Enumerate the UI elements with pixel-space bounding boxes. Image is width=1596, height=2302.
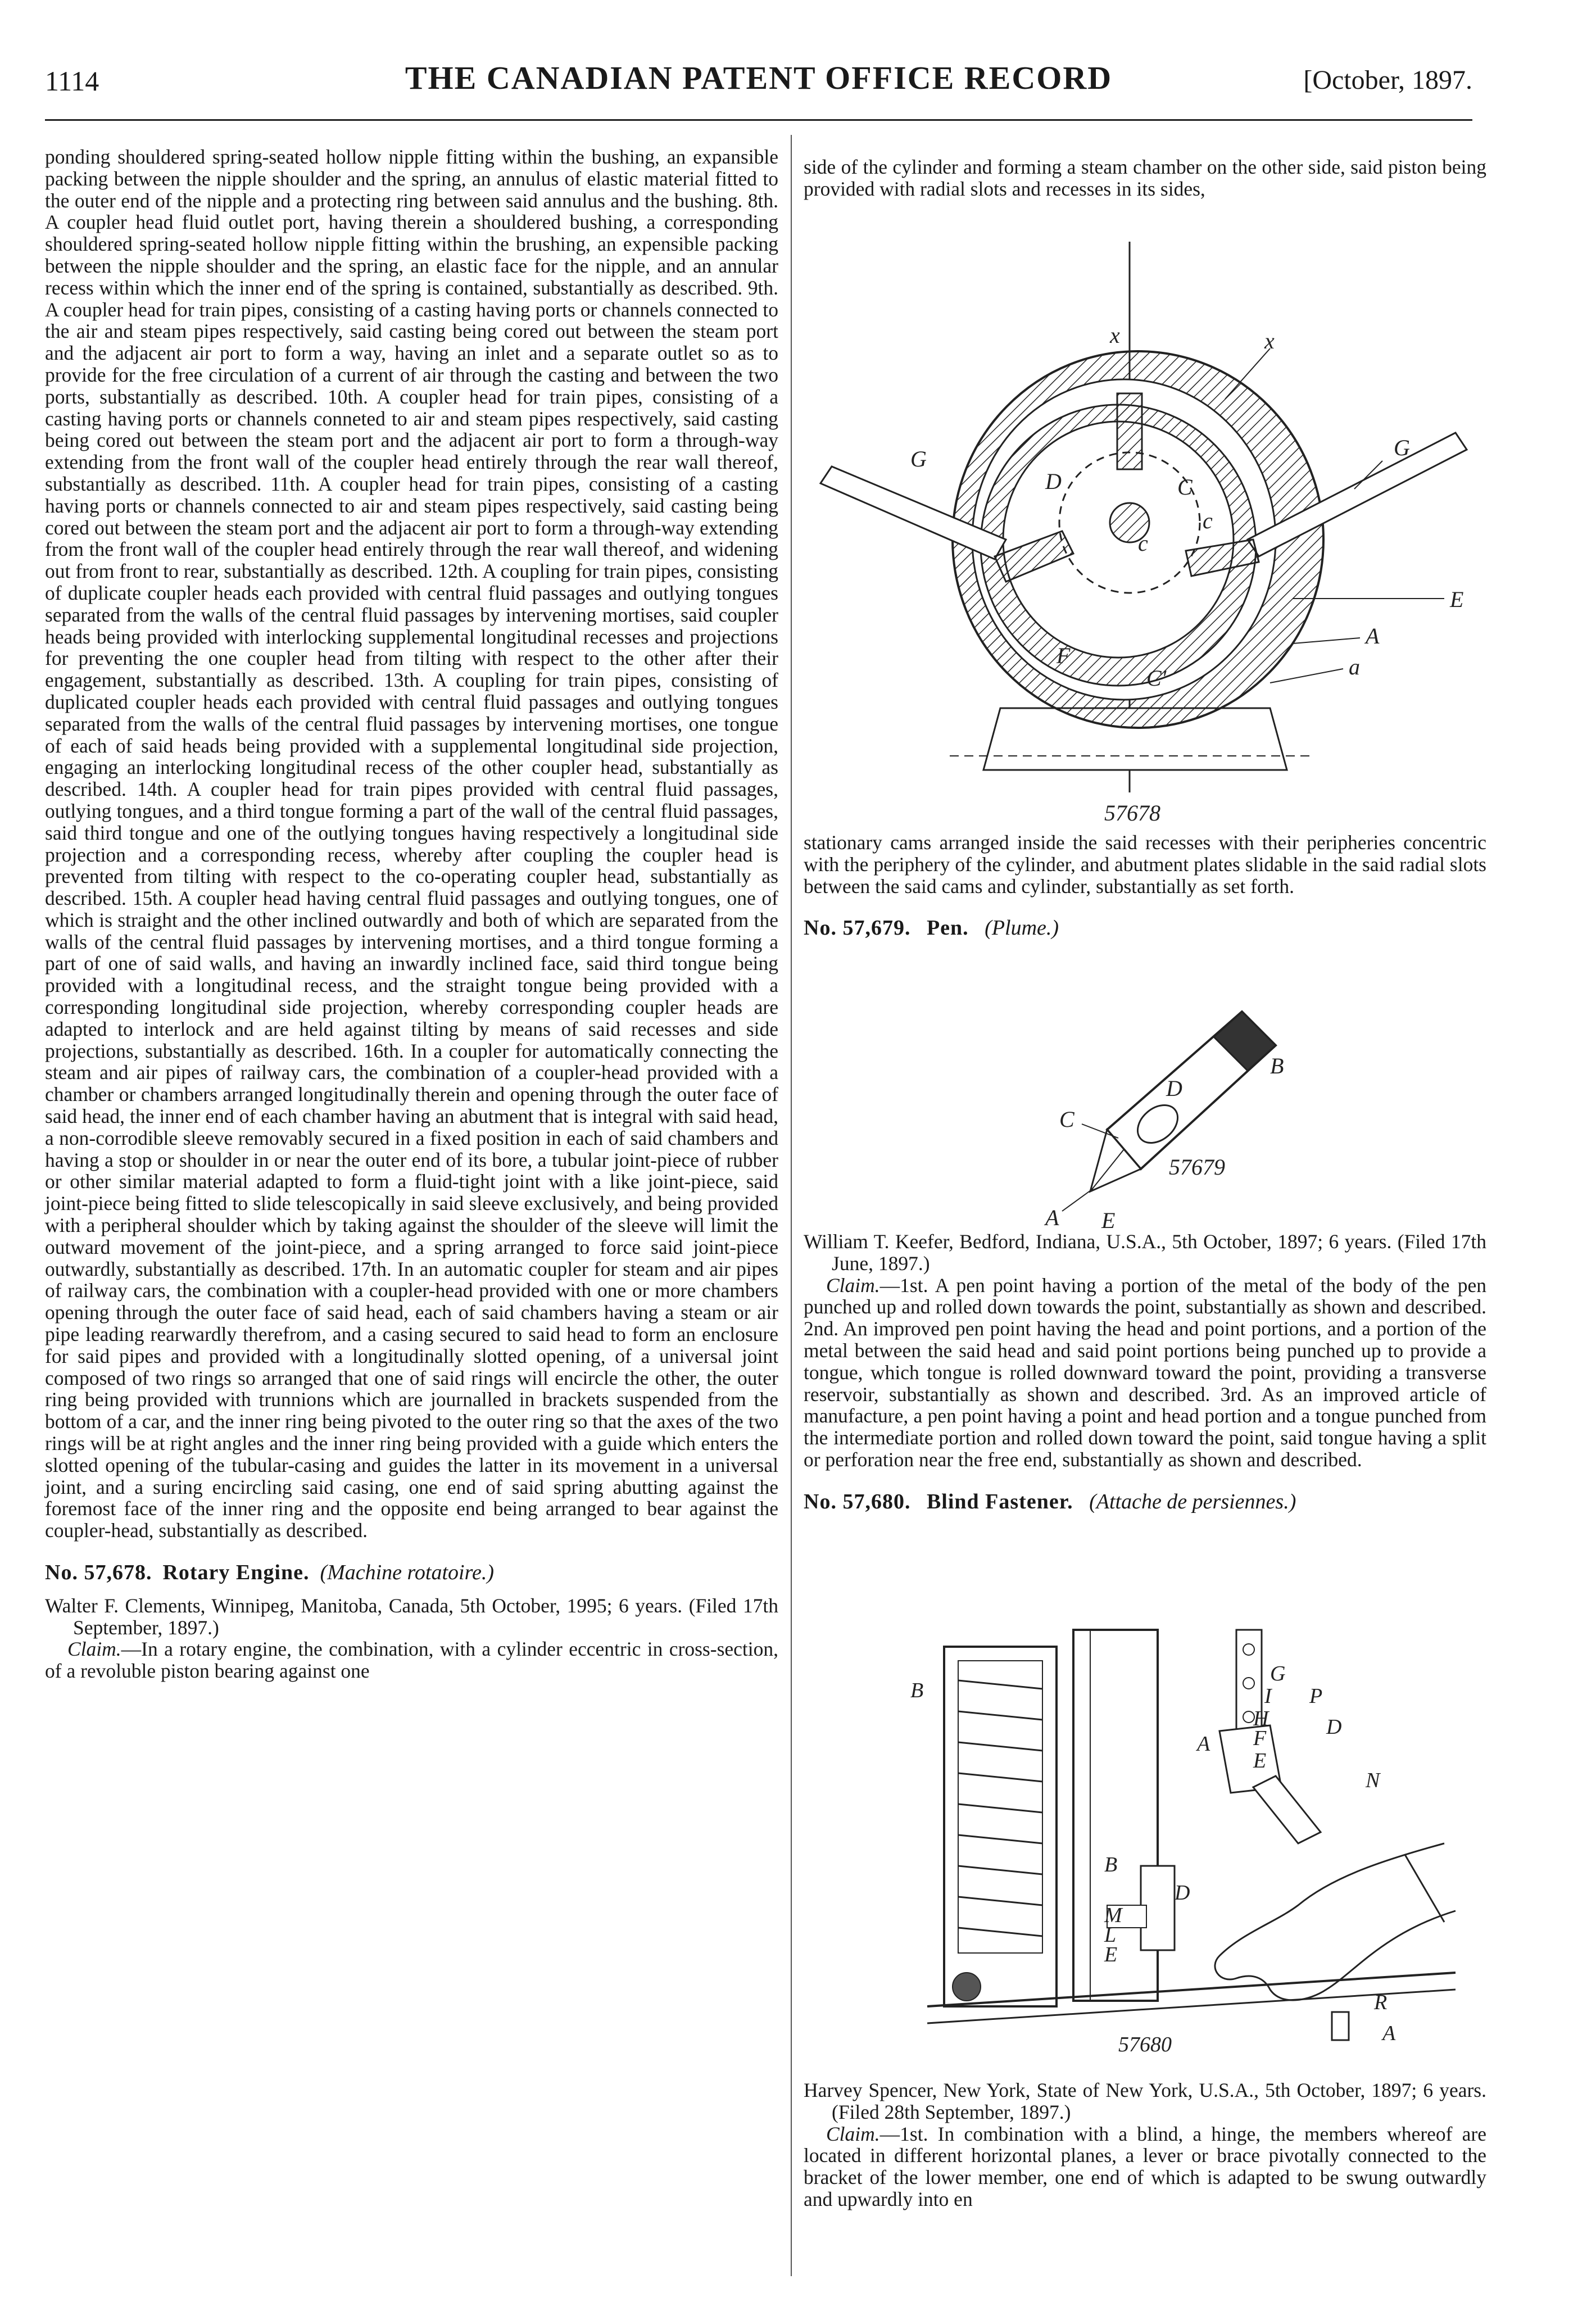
header-rule bbox=[45, 119, 1472, 121]
patent-name: Rotary Engine. bbox=[162, 1561, 310, 1584]
figure-number: 57680 bbox=[1118, 2033, 1172, 2056]
figure-label: x bbox=[1264, 328, 1275, 354]
patent-heading-57679 bbox=[804, 917, 1486, 939]
claims-continuation: ponding shouldered spring-seated hollow nipple fitting within the bushing, an expansible packing between the nipple shoulder and the spring, an annulus of elastic material fitted to the outer end of the nipple and a protecting ring between said annulus and the bushing. 8th. A coupler head fluid outlet port, having therein a shouldered bushing, a corresponding shouldered spring-seated hollow nipple fitting within the brushing, an expensible packing between the nipple shoulder and the spring, an elastic face for the nipple, and an annular recess within which the inner end of the spring is contained, substantially as described. 9th. A coupler head for train pipes, consisting of a casting having ports or channels connected to the air and steam pipes respectively, said casting being cored out between the steam port and the adjacent air port to form a way, having an inlet and a separate outlet so as to provide for the free circulation of a current of air through the casting and between the two ports, substantially as described. 10th. A coupler head for train pipes, consisting of a casting having ports or channels conneted to air and steam pipes respectively, said casting being cored out between the steam port and the adjacent air port to form a through-way extending from the front wall of the coupler head entirely through the rear wall thereof, substantially as described. 11th. A coupler head for train pipes, consisting of a casting having ports or channels connected to air and steam pipes respectively, said casting being cored out between the steam port and the adjacent air port to form a through-way extending from the front wall of the coupler head entirely through the rear wall thereof, and widening out from front to rear, substantially as described. 12th. A coupling for train pipes, consisting of duplicate coupler heads each provided with central fluid passages and outlying tongues separated from the walls of the central fluid passages by intervening mortises, said coupler heads being provided with interlocking supplemental longitudinal recesses and projections for preventing the one coupler head from tilting with respect to the other after their engagement, substantially as described. 13th. A coupling for train pipes, consisting of duplicated coupler heads each provided with central fluid passages and outlying tongues separated from the walls of the central fluid passages by intervening mortises, one tongue of each of said heads being provided with a supplemental longitudinal side projection, engaging an interlocking longitudinal recess of the other coupler head, substantially as described. 14th. A coupler head for train pipes provided with central fluid passages, outlying tongues, and a third tongue forming a part of the wall of the central fluid passages, said third tongue and one of the outlying tongues having respectively a longitudinal side projection and a corresponding recess, whereby after coupling the coupler head is prevented from tilting with respect to the co-operating coupler head, substantially as described. 15th. A coupler head having central fluid passages and outlying tongues, one of which is straight and the other inclined outwardly and both of which are separated from the walls of the central fluid passages by intervening mortises, and a third tongue forming a part of one of said walls, and having an inwardly inclined face, said third tongue being provided with a longitudinal recess, and the straight tongue being provided with a corresponding longitudinal side projection, whereby corresponding coupler heads are adapted to interlock and are held against tilting by means of said recesses and side projections, substantially as described. 16th. In a coupler for automatically connecting the steam and air pipes of railway cars, the combination of a coupler-head provided with a chamber or chambers arranged longitudinally therein and opening through the outer face of said head, the inner end of each chamber having an abutment that is integral with said head, a non-corrodible sleeve removably secured in a fixed position in each of said chambers and having a stop or shoulder in or near the outer end of its bore, a tubular joint-piece of rubber or other similar material adapted to form a fluid-tight joint with a like joint-piece, said joint-piece being fitted to slide telescopically in said sleeve exclusively, and being provided with a peripheral shoulder which by taking against the shoulder of the sleeve will limit the outward movement of the joint-piece, and a spring arranged to force said joint-piece outwardly, substantially as described. 17th. In an automatic coupler for steam and air pipes of railway cars, the combination with a coupler-head provided with one or more chambers opening through the outer face of said head, each of said chambers having a steam or air pipe leading rearwardly therefrom, and a casing secured to said head to form an enclosure for said pipes and provided with a longitudinally slotted opening, of a universal joint composed of two rings so arranged that one of said rings will encircle the other, the outer ring being provided with trunnions which are journalled in brackets suspended from the bottom of a car, and the inner ring being pivoted to the outer ring so that the axes of the two rings will be at right angles and the inner ring being provided with a guide which enters the slotted opening of the tubular-casing and guides the latter in its movement in a universal joint, and a suring encircling said casing, one end of said spring abutting against the foremost face of the inner ring and the opposite end being arranged to bear against the coupler-head, substantially as described. bbox=[45, 146, 778, 1542]
patent-heading-57678 bbox=[45, 1562, 778, 1584]
figure-label: N bbox=[1366, 1769, 1380, 1792]
figure-label: M bbox=[1104, 1904, 1122, 1927]
figure-label: P bbox=[1309, 1684, 1323, 1708]
patent-claim bbox=[45, 1638, 778, 1682]
figure-label: B bbox=[1104, 1853, 1118, 1877]
page-title: THE CANADIAN PATENT OFFICE RECORD bbox=[405, 60, 1113, 96]
figure-label: H bbox=[1253, 1707, 1269, 1730]
patent-number: No. 57,679. bbox=[804, 916, 911, 940]
patent-name: Blind Fastener. bbox=[926, 1489, 1073, 1513]
patent-french-name: (Attache de persiennes.) bbox=[1089, 1489, 1296, 1513]
right-column-entry-57679 bbox=[804, 1231, 1486, 1513]
figure-label: E bbox=[1450, 587, 1464, 612]
figure-label: D bbox=[1326, 1715, 1342, 1739]
claim-text: —1st. A pen point having a portion of the metal of the body of the pen punched up and rolled down towards the point, substantially as shown and described. 2nd. An improved pen point having the head and point portions, and a portion of the metal between the said head and said point portions being punched up to provide a tongue, which tongue is rolled downward toward the point, providing a transverse reservoir, substantially as shown and described. 3rd. As an improved article of manufacture, a pen point having a point and head portion and a tongue punched from the intermediate portion and rolled down toward the point, said tongue having a split or perforation near the free end, substantially as shown and described. bbox=[804, 1274, 1486, 1471]
figure-label: G bbox=[1270, 1662, 1286, 1685]
page-header bbox=[45, 53, 1472, 115]
patent-heading-57680 bbox=[804, 1491, 1486, 1513]
patent-claim bbox=[804, 2123, 1486, 2210]
figure-label: D bbox=[1045, 469, 1062, 494]
left-column bbox=[45, 146, 778, 1682]
figure-label: E bbox=[1253, 1749, 1267, 1773]
figure-label: C bbox=[1177, 474, 1193, 500]
rotary-engine-figure bbox=[809, 225, 1484, 832]
figure-label: I bbox=[1264, 1684, 1272, 1708]
patent-claim bbox=[804, 1275, 1486, 1471]
patent-french-name: (Machine rotatoire.) bbox=[320, 1561, 495, 1584]
patent-inventor: William T. Keefer, Bedford, Indiana, U.S.A., 5th October, 1897; 6 years. (Filed 17th June, 1897.) bbox=[804, 1230, 1486, 1275]
claim-label: Claim. bbox=[826, 2122, 880, 2145]
figure-label: E bbox=[1101, 1208, 1116, 1233]
issue-date: [October, 1897. bbox=[1303, 65, 1472, 95]
right-column-middle bbox=[804, 832, 1486, 939]
figure-label: G bbox=[1394, 435, 1410, 460]
figure-label: A bbox=[1197, 1732, 1210, 1756]
figure-label: E bbox=[1104, 1943, 1118, 1966]
figure-label: a bbox=[1349, 654, 1360, 679]
patent-name: Pen. bbox=[926, 916, 969, 940]
figure-label: A bbox=[1045, 1205, 1059, 1230]
figure-label: x bbox=[1110, 323, 1120, 348]
claim-continuation-after-figure: stationary cams arranged inside the said recesses with their peripheries concentric with the periphery of the cylinder, and abutment plates slidable in the said radial slots between the said cams and cylinder, substantially as set forth. bbox=[804, 831, 1486, 898]
figure-label: B bbox=[910, 1679, 924, 1702]
figure-number: 57678 bbox=[1104, 800, 1160, 826]
figure-label: A bbox=[1382, 2022, 1396, 2045]
figure-label: A bbox=[1366, 623, 1380, 649]
figure-label: F bbox=[1057, 643, 1071, 668]
blind-fastener-figure bbox=[905, 1619, 1467, 2063]
figure-label: c bbox=[1138, 531, 1148, 556]
page-number: 1114 bbox=[45, 65, 99, 97]
patent-french-name: (Plume.) bbox=[985, 916, 1059, 940]
figure-label: C bbox=[1059, 1107, 1074, 1132]
figure-label: C' bbox=[1146, 665, 1167, 691]
figure-label: D bbox=[1166, 1076, 1182, 1101]
claim-text: —1st. In combination with a blind, a hinge, the members whereof are located in different horizontal planes, a lever or brace pivotally connected to the bracket of the lower member, one end of which is adapted to be swung outwardly and upwardly into en bbox=[804, 2122, 1486, 2210]
figure-label: c bbox=[1203, 508, 1213, 533]
figure-label: B bbox=[1270, 1053, 1284, 1079]
patent-inventor: Harvey Spencer, New York, State of New York, U.S.A., 5th October, 1897; 6 years. (Filed 28th September, 1897.) bbox=[804, 2079, 1486, 2123]
patent-number: No. 57,680. bbox=[804, 1489, 911, 1513]
pen-figure bbox=[1028, 989, 1298, 1236]
figure-label: R bbox=[1374, 1991, 1388, 2014]
column-divider bbox=[791, 135, 792, 2276]
figure-label: D bbox=[1175, 1881, 1190, 1905]
right-column-top bbox=[804, 156, 1486, 200]
figure-number: 57679 bbox=[1169, 1154, 1225, 1180]
patent-inventor: Walter F. Clements, Winnipeg, Manitoba, Canada, 5th October, 1995; 6 years. (Filed 17th September, 1897.) bbox=[45, 1594, 778, 1639]
patent-number: No. 57,678. bbox=[45, 1561, 152, 1584]
claim-continuation-top: side of the cylinder and forming a steam chamber on the other side, said piston being provided with radial slots and recesses in its sides, bbox=[804, 156, 1486, 200]
figure-label: L bbox=[1104, 1923, 1117, 1947]
figure-label: F bbox=[1253, 1726, 1267, 1750]
claim-label: Claim. bbox=[826, 1274, 880, 1297]
figure-label: G bbox=[910, 446, 927, 472]
right-column-entry-57680 bbox=[804, 2079, 1486, 2210]
claim-text: —In a rotary engine, the combination, with a cylinder eccentric in cross-section, of a revoluble piston bearing against one bbox=[45, 1638, 778, 1683]
claim-label: Claim. bbox=[67, 1638, 121, 1661]
